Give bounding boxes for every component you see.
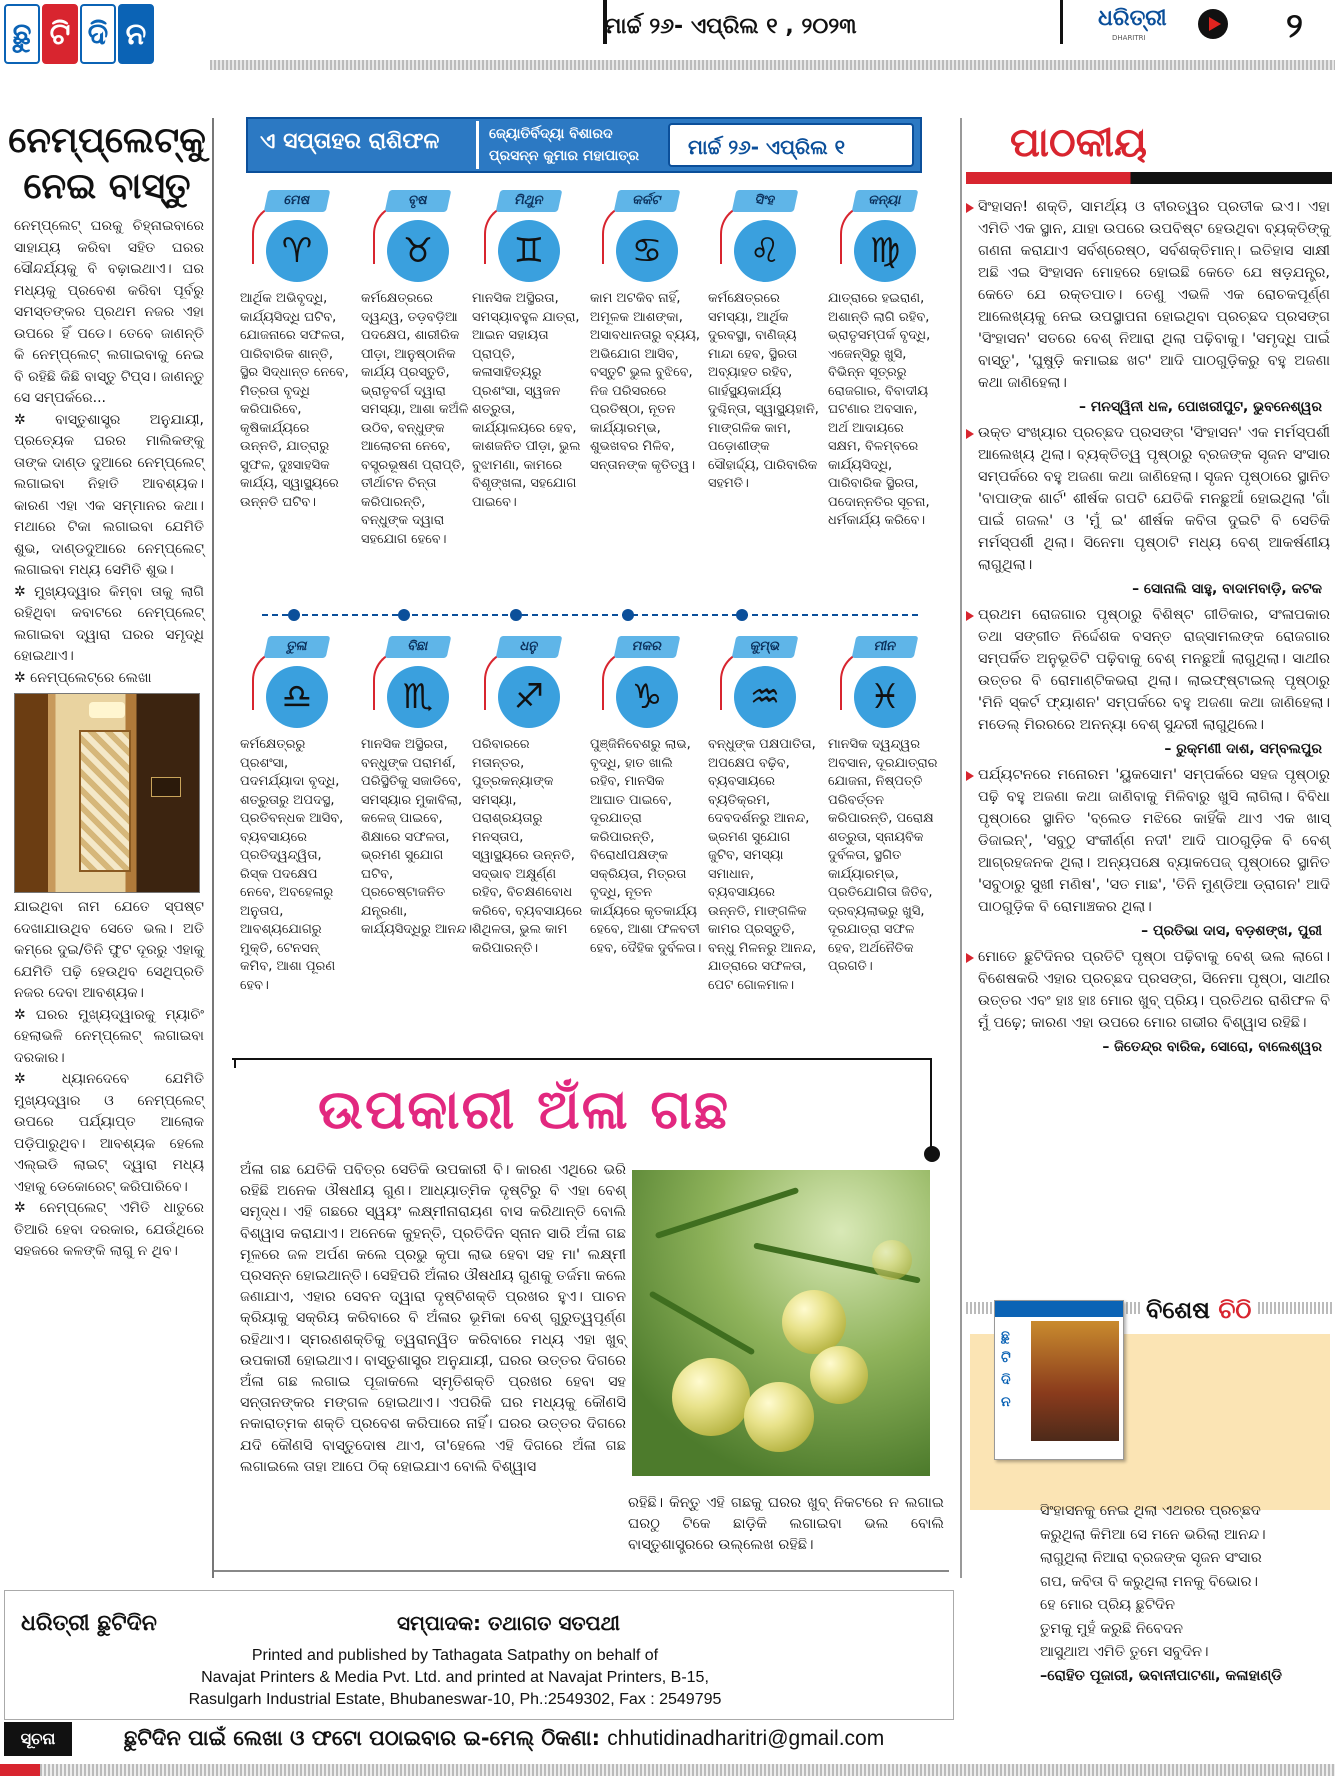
poem-line: ସିଂହାସନକୁ ନେଇ ଥିଲା ଏଥରର ପ୍ରଚ୍ଛଦ <box>1040 1503 1261 1519</box>
issue-date: ମାର୍ଚ୍ଚ ୨୬- ଏପ୍ରିଲ ୧ , ୨୦୨୩ <box>605 14 857 39</box>
cover-image <box>1031 1321 1119 1441</box>
leo-icon: ♌ <box>734 220 796 282</box>
imprint-line: Printed and published by Tathagata Satpathy on behalf of <box>251 1647 659 1664</box>
logo-letter: ଟି <box>42 4 78 64</box>
astrologer-name <box>489 123 639 167</box>
sign-name: ବୃଷ <box>385 190 452 212</box>
aries-icon: ♈ <box>266 220 328 282</box>
section-rule <box>214 1570 949 1572</box>
reader-letter: ପ୍ରଥମ ରୋଜଗାର ପୃଷ୍ଠାରୁ ବିଶିଷ୍ଟ ଗୀତିକାର, ସଂଳାପକାର ତଥା ସଙ୍ଗୀତ ନିର୍ଦ୍ଦେଶକ ବସନ୍ତ ରାଜ୍‌ସାମଲଙ୍କ ରୋଜଗାର ସମ୍ପର୍କିତ ଅନୁଭୂତିଟି ପଢ଼ିବାକୁ ବେଶ୍ ମନଛୁଆଁ ଲାଗୁଥିଲା। ସାଥୀର ଉତ୍ତର ବି ରୋମାଣ୍ଟିକଭରା ଥିଲା। ଲାଇଫ୍‌ଷ୍ଟାଇଲ୍ ପୃଷ୍ଠାରୁ 'ମିନି ସ୍କର୍ଟ ଫ୍ୟାଶନ' ସମ୍ପର୍କରେ ବହୁ ଅଜଣା କଥା ଜାଣିହେଲା। ମଡେଲ୍ ମିରରରେ ଅନନ୍ୟା ବେଶ୍ ସୁନ୍ଦରୀ ଲାଗୁଥିଲେ। <box>966 604 1330 736</box>
separator-dot <box>510 609 522 621</box>
rashifala-date-box <box>668 123 914 167</box>
section-rule <box>232 1058 932 1060</box>
poem-line: ଗପ, କବିତା ବି କରୁଥିଲା ମନକୁ ବିଭୋର। <box>1040 1573 1259 1590</box>
header-rule <box>210 60 1335 70</box>
astrologer-fullname: ପ୍ରସନ୍ନ କୁମାର ମହାପାତ୍ର <box>489 148 639 164</box>
dharitri-brand: ଧରିତ୍ରୀ <box>1098 6 1167 31</box>
bisesh-title-b: ଚିଠି <box>1218 1296 1252 1324</box>
taurus-icon: ♉ <box>387 220 449 282</box>
sagittarius-icon: ♐ <box>498 666 560 728</box>
magazine-cover-thumbnail <box>994 1300 1124 1460</box>
astrologer-box <box>476 121 660 169</box>
column-divider <box>960 118 962 1578</box>
anla-article-body-end: ରହିଛି। କିନ୍ତୁ ଏହି ଗଛକୁ ଘରର ଖୁବ୍ ନିକଟରେ ନ ଲଗାଇ ଘରଠୁ ଟିକେ ଛାଡ଼ିକି ଲଗାଇବା ଭଲ ବୋଲି ବାସ୍ତୁଶାସ୍ତ୍ରରେ ଉଲ୍ଲେଖ ରହିଛି। <box>628 1495 944 1554</box>
publication-name: ଧରିତ୍ରୀ ଛୁଟିଦିନ <box>21 1611 157 1636</box>
astrologer-title: ଜ୍ୟୋତିର୍ବିଦ୍ୟା ବିଶାରଦ <box>489 126 613 142</box>
pathakiya-rule <box>966 172 1332 184</box>
separator-dot <box>398 609 410 621</box>
sign-name: ତୁଳା <box>264 636 331 658</box>
sign-name: ମେଷ <box>264 190 331 212</box>
sign-name: କର୍କଟ <box>614 190 681 212</box>
chhutidina-logo <box>4 4 154 64</box>
cover-logo-letter: ଦି <box>1001 1372 1011 1388</box>
amla-fruit <box>782 1290 846 1354</box>
separator-dot <box>622 609 634 621</box>
notice-label: ସୂଚନା <box>4 1722 72 1756</box>
sign-forecast: କର୍ମକ୍ଷେତ୍ରରୁ ପ୍ରଶଂସା, ପଦମର୍ଯ୍ୟାଦା ବୃଦ୍ଧି, ଶତ୍ରୁତାରୁ ଅପଦସ୍ଥ, ପ୍ରତିବନ୍ଧକ ଆସିବ, ବ୍ୟବସାୟରେ ପ୍ରତିଦ୍ୱନ୍ଦ୍ୱିତା, ରିସ୍କ ପଦକ୍ଷେପ ନେବେ, ଅବହେଳାରୁ ଅନୁତାପ, ଆବଶ୍ୟଯୋଗରୁ ମୁକ୍ତି, ଟେନସନ୍ କମିବ, ଆଶା ପୂରଣ ହେବ। <box>240 737 344 993</box>
rashi-separator <box>262 614 922 616</box>
sign-forecast: ମାନସିକ ଦ୍ୱନ୍ଦ୍ୱର ଅବସାନ, ଦୂରଯାତ୍ରାର ଯୋଜନା, ନିଷ୍ପତ୍ତି ପରିବର୍ତ୍ତନ କରିପାରନ୍ତି, ପରୋକ୍ଷ ଶତ୍ରୁତା, ସ୍ନାୟବିକ ଦୁର୍ବଳତା, ସ୍ଥଗିତ କାର୍ଯ୍ୟାରମ୍ଭ, ପ୍ରତିଯୋଗିତା ଜିତିବ, ଦ୍ରବ୍ୟଲାଭରୁ ଖୁସି, ଦୂରଯାତ୍ରା ସଫଳ ହେବ, ଅର୍ଥନୈତିକ ପ୍ରଗତି। <box>828 737 938 974</box>
bisesh-title-a: ବିଶେଷ <box>1146 1296 1219 1324</box>
article-body: ନେମ୍‌ପ୍ଲେଟ୍ ଘରକୁ ଚିହ୍ନାଇବାରେ ସାହାଯ୍ୟ କରିବା ସହିତ ଘରର ସୌନ୍ଦର୍ଯ୍ୟକୁ ବି ବଢ଼ାଇଥାଏ। ଘର ମଧ୍ୟକୁ ପ୍ରବେଶ କରିବା ପୂର୍ବରୁ ସମସ୍ତଙ୍କର ପ୍ରଥମ ନଜର ଏହା ଉପରେ ହିଁ ପଡେ। ତେବେ ଜାଣନ୍ତି କି ନେମ୍‌ପ୍ଲେଟ୍ ଲଗାଇବାକୁ ନେଇ ବି ରହିଛି କିଛି ବାସ୍ତୁ ଟିପ୍ସ। ଜାଣନ୍ତୁ ସେ ସମ୍ପର୍କରେ... ✲ ବାସ୍ତୁଶାସ୍ତ୍ର ଅନୁଯାୟୀ, ପ୍ରତ୍ୟେକ ଘରର ମାଲିକଙ୍କୁ ତାଙ୍କ ଦାଣ୍ଡ ଦୁଆରେ ନେମ୍‌ପ୍ଲେଟ୍ ଲଗାଇବା ନିହାତି ଆବଶ୍ୟକ। କାରଣ ଏହା ଏକ ସମ୍ମାନର କଥା। ମଥାରେ ଟିକା ଲଗାଇବା ଯେମିତି ଶୁଭ, ଦାଣ୍ଡଦୁଆରେ ନେମ୍‌ପ୍ଲେଟ୍ ଲଗାଇବା ମଧ୍ୟ ସେମିତି ଶୁଭ। ✲ ମୁଖ୍ୟଦ୍ୱାର କିମ୍ବା ତାକୁ ଲାଗି ରହିଥିବା କବାଟରେ ନେମ୍‌ପ୍ଲେଟ୍ ଲଗାଇବା ଦ୍ୱାରା ଘରର ସମୃଦ୍ଧି ହୋଇଥାଏ। ✲ ନେମ୍‌ପ୍ଲେଟ୍‌ରେ ଲେଖା <box>14 218 204 686</box>
sign-forecast: ପରିବାରରେ ମତାନ୍ତର, ପୁତ୍ରକନ୍ୟାଙ୍କ ସମସ୍ୟା, ପରାଶ୍ରୟତାରୁ ମନସ୍ତାପ, ସ୍ୱାସ୍ଥ୍ୟରେ ଉନ୍ନତି, ସଦ୍ଭାବ ଅକ୍ଷୁର୍ଣ୍ଣ ରହିବ, ବିଚକ୍ଷଣବୋଧ କରିବେ, ବ୍ୟବସାୟରେ ଶିଥିଳତା, ଭୁଲ କାମ କରିପାରନ୍ତି। <box>472 737 583 956</box>
amla-fruit <box>872 1240 912 1280</box>
article-body: ଯାଇଥିବା ନାମ ଯେତେ ସ୍ପଷ୍ଟ ଦେଖାଯାଉଥିବ ସେତେ ଭଲ। ଅତି କମ୍‌ରେ ଦୁଇ/ତିନି ଫୁଟ ଦୂରରୁ ଏହାକୁ ଯେମିତି ପଢ଼ି ହେଉଥିବ ସେଥିପ୍ରତି ନଜର ଦେବା ଆବଶ୍ୟକ। ✲ ଘରର ମୁଖ୍ୟଦ୍ୱାରକୁ ମ୍ୟାଚିଂ ହେଲାଭଳି ନେମ୍‌ପ୍ଲେଟ୍ ଲଗାଇବା ଦରକାର। ✲ ଧ୍ୟାନଦେବେ ଯେମିତି ମୁଖ୍ୟଦ୍ୱାର ଓ ନେମ୍‌ପ୍ଲେଟ୍ ଉପରେ ପର୍ଯ୍ୟାପ୍ତ ଆଲୋକ ପଡ଼ିପାରୁଥିବ। ଆବଶ୍ୟକ ହେଲେ ଏଲ୍‌ଇଡି ଲାଇଟ୍ ଦ୍ୱାରା ମଧ୍ୟ ଏହାକୁ ଡେକୋରେଟ୍ କରିପାରିବେ। ✲ ନେମ୍‌ପ୍ଲେଟ୍ ଏମିତି ଧାତୁରେ ତିଆରି ହେବା ଦରକାର, ଯେଉଁଥିରେ ସହଜରେ କଳଙ୍କି ଲାଗୁ ନ ଥିବ। <box>14 899 204 1259</box>
sign-name: ବିଛା <box>385 636 452 658</box>
logo-letter: ନ <box>118 4 154 64</box>
contact-email-link[interactable]: chhutidinadharitri@gmail.com <box>607 1727 885 1750</box>
letter-author: – ରୁକ୍ମଣୀ ଦାଶ, ସମ୍ବଲପୁର <box>1164 741 1322 757</box>
page-bottom-accent <box>0 1764 40 1776</box>
footer-notice <box>4 1722 1332 1756</box>
section-rule <box>234 1058 236 1068</box>
imprint-box <box>4 1590 954 1720</box>
reader-letter: ଉକ୍ତ ସଂଖ୍ୟାର ପ୍ରଚ୍ଛଦ ପ୍ରସଙ୍ଗ 'ସିଂହାସନ' ଏକ ମର୍ମସ୍ପର୍ଶୀ ଆଲେଖ୍ୟ ଥିଲା। ବ୍ୟକ୍ତିତ୍ୱ ପୃଷ୍ଠାରୁ ବ୍ରଜଙ୍କ ସୃଜନ ସଂସାର ସମ୍ପର୍କରେ ବହୁ ଅଜଣା କଥା ଜାଣିହେଲା। ସୃଜନ ପୃଷ୍ଠାରେ ସ୍ଥାନିତ 'ବାପାଙ୍କ ଶାର୍ଟ' ଶୀର୍ଷକ ଗପଟି ଯେତିକି ମନଛୁଆଁ ହୋଇଥିଲା 'ଗାଁ ପାଇଁ ଗଜଲ' ଓ 'ମୁଁ ଇ' ଶୀର୍ଷକ କବିତା ଦୁଇଟି ବି ସେତିକି ମର୍ମସ୍ପର୍ଶୀ ଥିଲା। ସିନେମା ପୃଷ୍ଠାଟି ମଧ୍ୟ ବେଶ୍ ଆକର୍ଷଣୀୟ ଲାଗୁଥିଲା। <box>966 422 1330 576</box>
letter-author: – ମନସ୍ୱିନୀ ଧଳ, ପୋଖରୀପୁଟ, ଭୁବନେଶ୍ୱର <box>1078 399 1322 415</box>
header-divider <box>1060 0 1063 44</box>
amla-fruit <box>744 1382 814 1452</box>
bisesh-chithi-title <box>1140 1296 1257 1324</box>
poem-line: ହେ ମୋର ପ୍ରିୟ ଛୁଟିଦିନ <box>1040 1597 1175 1613</box>
anla-article-body: ଅଁଳା ଗଛ ଯେତିକି ପବିତ୍ର ସେତିକି ଉପକାରୀ ବି। କାରଣ ଏଥିରେ ଭରି ରହିଛି ଅନେକ ଔଷଧୀୟ ଗୁଣ। ଆଧ୍ୟାତ୍ମିକ ଦୃଷ୍ଟିରୁ ବି ଏହା ବେଶ୍ ସମୃଦ୍ଧ। ଏହି ଗଛରେ ସ୍ୱୟଂ ଲକ୍ଷ୍ମୀନାରାୟଣ ବାସ କରିଥାନ୍ତି ବୋଲି ବିଶ୍ୱାସ କରାଯାଏ। ଅନେକେ କୁହନ୍ତି, ପ୍ରତିଦିନ ସ୍ନାନ ସାରି ଅଁଳା ଗଛ ମୂଳରେ ଜଳ ଅର୍ପଣ କଲେ ପ୍ରଭୁ କୃପା ଲାଭ ହେବା ସହ ମା' ଲକ୍ଷ୍ମୀ ପ୍ରସନ୍ନ ହୋଇଥାନ୍ତି। ସେହିପରି ଅଁଳାର ଔଷଧୀୟ ଗୁଣକୁ ତର୍ଜମା କଲେ ଜଣାଯାଏ, ଏହାର ସେବନ ଦ୍ୱାରା ଦୃଷ୍ଟିଶକ୍ତି ପ୍ରଖର ହୁଏ। ପାଚନ କ୍ରିୟାକୁ ସକ୍ରିୟ କରିବାରେ ବି ଅଁଳାର ଭୂମିକା ବେଶ୍ ଗୁରୁତ୍ୱପୂର୍ଣ୍ଣ ରହିଥାଏ। ସ୍ମରଣଶକ୍ତିକୁ ତ୍ୱରାନ୍ୱିତ କରିବାରେ ମଧ୍ୟ ଏହା ଖୁବ୍ ଉପକାରୀ ହୋଇଥାଏ। ବାସ୍ତୁଶାସ୍ତ୍ର ଅନୁଯାୟୀ, ଘରର ଉତ୍ତର ଦିଗରେ ଅଁଳା ଗଛ ଲଗାଇ ପୂଜାକଲେ ସ୍ମୃତିଶକ୍ତି ପ୍ରଖର ହେବା ସହ ସନ୍ତାନଙ୍କର ମଙ୍ଗଳ ହୋଇଥାଏ। ଏପରିକି ଘର ମଧ୍ୟକୁ କୌଣସି ନକାରାତ୍ମକ ଶକ୍ତି ପ୍ରବେଶ କରିପାରେ ନାହିଁ। ଘରର ଉତ୍ତର ଦିଗରେ ଯଦି କୌଣସି ବାସ୍ତୁଦୋଷ ଥାଏ, ତା'ହେଲେ ଏହି ଦିଗରେ ଅଁଳା ଗଛ ଲଗାଇଲେ ତାହା ଆପେ ଠିକ୍ ହୋଇଯାଏ ବୋଲି ବିଶ୍ୱାସ <box>240 1162 626 1475</box>
amla-fruit <box>810 1346 868 1404</box>
poem-line: ତୁମକୁ ମୁହଁ କରୁଛି ନିବେଦନ <box>1040 1620 1184 1637</box>
logo-letter: ଛୁ <box>4 4 40 64</box>
nameplate-door-photo <box>14 693 200 893</box>
libra-icon: ♎ <box>266 666 328 728</box>
aquarius-icon: ♒ <box>734 666 796 728</box>
bullet-dot-icon <box>924 1146 940 1162</box>
notice-text <box>124 1726 884 1751</box>
sign-forecast: ଯାତ୍ରାରେ ହଇରାଣ, ଅଶାନ୍ତି ଲାଗି ରହିବ, ଭ୍ରାତୃସମ୍ପର୍କ ବୃଦ୍ଧି, ଏଜେନ୍ସିରୁ ଖୁସି, ବିଭିନ୍ନ ସୂତ୍ରରୁ ରୋଜଗାର, ବିବାଦୀୟ ଘଟଣାର ଅବସାନ, ଅର୍ଥ ଆଦାୟରେ ସକ୍ଷମ, ବିଳମ୍ବରେ କାର୍ଯ୍ୟସିଦ୍ଧି, ପାରିବାରିକ ସ୍ଥିରତା, ପଦୋନ୍ନତିର ସୂଚନା, ଧର୍ମକାର୍ଯ୍ୟ କରିବେ। <box>828 291 931 528</box>
sign-forecast: ଆର୍ଥିକ ଅଭିବୃଦ୍ଧି, କାର୍ଯ୍ୟସିଦ୍ଧି ଘଟିବ, ଯୋଜନାରେ ସଫଳତା, ପାରିବାରିକ ଶାନ୍ତି, ସ୍ଥିର ସିଦ୍ଧାନ୍ତ ନେବେ, ମିତ୍ରତା ବୃଦ୍ଧି କରିପାରିବେ, କୃଷିକାର୍ଯ୍ୟରେ ଉନ୍ନତି, ଯାତ୍ରାରୁ ସୁଫଳ, ଦୁଃସାହସିକ କାର୍ଯ୍ୟ, ସ୍ୱାସ୍ଥ୍ୟରେ ଉନ୍ନତି ଘଟିବ। <box>240 291 349 510</box>
leaf <box>655 1187 800 1239</box>
cancer-icon: ♋ <box>616 220 678 282</box>
page-number: ୨ <box>1286 6 1303 46</box>
sign-name: ସିଂହ <box>732 190 799 212</box>
sign-forecast: ପୁଞ୍ଜିନିବେଶରୁ ଲାଭ, ବୃଦ୍ଧି, ହାତ ଖାଲି ରହିବ, ମାନସିକ ଆଘାତ ପାଇବେ, ଦୂରଯାତ୍ରା କରିପାରନ୍ତି, ବିରୋଧୀପକ୍ଷଙ୍କ ସକ୍ରିୟତା, ମିତ୍ରତା ବୃଦ୍ଧି, ନୂତନ କାର୍ଯ୍ୟରେ କୃତକାର୍ଯ୍ୟ ହେବେ, ଆଶା ଫଳବତୀ ହେବ, ଦୈହିକ ଦୁର୍ବଳତା। <box>590 737 702 956</box>
poem-line: ଆସୁଥାଅ ଏମିତି ତୁମେ ସବୁଦିନ। <box>1040 1644 1209 1660</box>
poem-author: –ରୋହିତ ପୂଜାରୀ, ଭବାନୀପାଟଣା, କଳାହାଣ୍ଡି <box>1040 1667 1283 1684</box>
pathakiya-title: ପାଠକୀୟ <box>1010 120 1147 166</box>
amla-fruit <box>672 1358 750 1436</box>
rashifala-date: ମାର୍ଚ୍ଚ ୨୬- ଏପ୍ରିଲ ୧ <box>688 135 845 159</box>
sign-forecast: କର୍ମକ୍ଷେତ୍ରରେ ଦ୍ୱନ୍ଦ୍ୱ, ତଡ଼ବଡ଼ିଆ ପଦକ୍ଷେପ, ଶାରୀରିକ ପୀଡ଼ା, ଆନୁଷ୍ଠାନିକ କାର୍ଯ୍ୟ ପ୍ରସ୍ତୁତି, ଭ୍ରାତୃବର୍ଗ ଦ୍ୱାରା ସମସ୍ୟା, ଆଶା କଅଁଳି ଉଠିବ, ବନ୍ଧୁଙ୍କ ଆଲୋଚନା ନେବେ, ବସ୍ତ୍ରଭୂଷଣ ପ୍ରାପ୍ତି, ତୀର୍ଥାଟନ ଚିନ୍ତା କରିପାରନ୍ତି, ବନ୍ଧୁଙ୍କ ଦ୍ୱାରା ସହଯୋଗ ହେବେ। <box>361 291 469 547</box>
logo-letter: ଦି <box>80 4 116 64</box>
ceiling-lamp <box>89 702 126 718</box>
amla-fruit-photo <box>632 1170 930 1476</box>
bisesh-poem <box>1040 1500 1330 1688</box>
sign-name: କନ୍ୟା <box>852 190 919 212</box>
poem-line: କରୁଥିଲା କିମିଆ ସେ ମନେ ଭରିଲା ଆନନ୍ଦ। <box>1040 1526 1266 1543</box>
reader-letter: ସିଂହାସନ! ଶକ୍ତି, ସାମର୍ଥ୍ୟ ଓ ବୀରତ୍ୱର ପ୍ରତୀକ ଇଏ। ଏହା ଏମିତି ଏକ ସ୍ଥାନ, ଯାହା ଉପରେ ଉପବିଷ୍ଟ ହେଉଥିବା ବ୍ୟକ୍ତିଙ୍କୁ ଗଣନା କରାଯାଏ ସର୍ବଶ୍ରେଷ୍ଠ, ସର୍ବଶକ୍ତିମାନ୍। ଇତିହାସ ସାକ୍ଷୀ ଅଛି ଏଇ ସିଂହାସନ ମୋହରେ ହୋଇଛି କେତେ ଯେ ଷଡ଼ଯନ୍ତ୍ର, କେତେ ଯେ ରକ୍ତପାତ। ତେଣୁ ଏଭଳି ଏକ ରୋଚକପୂର୍ଣ୍ଣ ଆଲେଖ୍ୟକୁ ନେଇ ଉପସ୍ଥାପନା ହୋଇଥିବା ପ୍ରଚ୍ଛଦ ପ୍ରସଙ୍ଗ 'ସିଂହାସନ' ସତରେ ବେଶ୍ ନିଆରା ଥିଲା ପଢ଼ିବାକୁ। 'ସମୃଦ୍ଧି ପାଇଁ ବାସ୍ତୁ', 'ଘୁଷୁଡ଼ି କମାଇଛ ଖଟ' ଆଦି ପାଠଗୁଡ଼ିକରୁ ବହୁ ଅଜଣା କଥା ଜାଣିହେଲା। <box>966 196 1330 394</box>
sign-forecast: କାମ ଅଟକିବ ନାହିଁ, ଅମୂଳକ ଆଶଙ୍କା, ଅସାବଧାନତାରୁ ବ୍ୟୟ, ଅଭିଯୋଗ ଆସିବ, ବସ୍ତୁଟି ଭୁଲ ବୁଝିବେ, ନିଜ ପରିସରରେ ପ୍ରତିଷ୍ଠା, ନୂତନ କାର୍ଯ୍ୟାରମ୍ଭ, ଶୁଭଖବର ମିଳିବ, ସନ୍ତାନଙ୍କ କୃତିତ୍ୱ। <box>590 291 701 473</box>
notice-text-body: ଛୁଟିଦିନ ପାଇଁ ଲେଖା ଓ ଫଟୋ ପଠାଇବାର ଇ-ମେଲ୍ ଠିକଣା: <box>124 1726 608 1750</box>
reader-letters <box>966 196 1330 1062</box>
scorpio-icon: ♏ <box>387 666 449 728</box>
imprint-line: Navajat Printers & Media Pvt. Ltd. and printed at Navajat Printers, B-15, <box>201 1669 709 1686</box>
sign-forecast: ମାନସିକ ଅସ୍ଥିରତା, ବନ୍ଧୁଙ୍କ ପରାମର୍ଶ, ପରିସ୍ଥିତିକୁ ସଜାଡିବେ, ସମସ୍ୟାର ମୁକାବିଲା, କଳେଜ୍ ପାଇବେ, ଶିକ୍ଷାରେ ସଫଳତା, ଭ୍ରମଣ ସୁଯୋଗ ଘଟିବ, ପ୍ରଚେଷ୍ଟାଜନିତ ଯନ୍ତ୍ରଣା, କାର୍ଯ୍ୟସିଦ୍ଧିରୁ ଆନନ୍ଦ। <box>361 737 473 937</box>
pisces-icon: ♓ <box>854 666 916 728</box>
anla-article-title: ଉପକାରୀ ଅଁଳା ଗଛ <box>318 1078 731 1141</box>
nameplate-vastu-article <box>4 118 210 1574</box>
sign-name: ମକର <box>614 636 681 658</box>
capricorn-icon: ♑ <box>616 666 678 728</box>
dharitri-brand-sub: DHARITRI <box>1112 34 1146 42</box>
cover-logo-letter: ଟି <box>1001 1350 1011 1366</box>
letter-author: – ପ୍ରତିଭା ଦାସ, ବଡ଼ଶଙ୍ଖ, ପୁରୀ <box>1141 923 1322 939</box>
article-title: ନେମ୍‌ପ୍ଲେଟ୍‌କୁ <box>8 120 206 161</box>
section-rule <box>930 1058 932 1154</box>
sign-forecast: କର୍ମକ୍ଷେତ୍ରରେ ସମସ୍ୟା, ଆର୍ଥିକ ଦୁରବସ୍ଥା, ବାଣିଜ୍ୟ ମାନ୍ଦା ହେବ, ସ୍ଥିରତା ଅବ୍ୟାହତ ରହିବ, ଗାର୍ହସ୍ଥ୍ୟକାର୍ଯ୍ୟ ଦୁଶ୍ଚିନ୍ତା, ସ୍ୱାସ୍ଥ୍ୟହାନି, ମାଙ୍ଗଳିକ କାମ, ପଡ଼ୋଶୀଙ୍କ ସୌହାର୍ଦ୍ଦ୍ୟ, ପାରିବାରିକ ସହମତି। <box>708 291 819 491</box>
virgo-icon: ♍ <box>854 220 916 282</box>
imprint-line: Rasulgarh Industrial Estate, Bhubaneswar-10, Ph.:2549302, Fax : 2549795 <box>188 1691 722 1708</box>
masthead <box>0 0 1335 66</box>
sign-name: ମୀନ <box>852 636 919 658</box>
letter-author: – ସୋନାଲି ସାହୁ, ବାଦାମବାଡ଼ି, କଟକ <box>1132 581 1322 597</box>
cover-logo-letter: ଛୁ <box>1001 1328 1010 1344</box>
play-icon <box>1198 9 1228 39</box>
nameplate <box>151 777 180 797</box>
cover-logo-letter: ନ <box>1001 1394 1011 1410</box>
rashifala-title: ଏ ସପ୍ତାହର ରାଶିଫଳ <box>260 129 440 154</box>
carved-door <box>79 730 131 873</box>
letter-author: – ଜିତେନ୍ଦ୍ର ବାରିକ, ସୋରୋ, ବାଲେଶ୍ୱର <box>1102 1039 1322 1055</box>
sign-forecast: ବନ୍ଧୁଙ୍କ ପକ୍ଷପାତିତା, ଅପକ୍ଷେପ ବଢ଼ିବ, ବ୍ୟବସାୟରେ ବ୍ୟତିକ୍ରମ, ଦେବଦର୍ଶନରୁ ଆନନ୍ଦ, ଭ୍ରମଣ ସୁଯୋଗ ଜୁଟିବ, ସମସ୍ୟା ସମାଧାନ, ବ୍ୟବସାୟରେ ଉନ୍ନତି, ମାଙ୍ଗଳିକ କାମର ପ୍ରସ୍ତୁତି, ବନ୍ଧୁ ମିଳନରୁ ଆନନ୍ଦ, ଯାତ୍ରାରେ ସଫଳତା, ପେଟ ଗୋଳମାଳ। <box>708 737 817 993</box>
separator-dot <box>736 609 748 621</box>
reader-letter: ମୋତେ ଛୁଟିଦିନର ପ୍ରତିଟି ପୃଷ୍ଠା ପଢ଼ିବାକୁ ବେଶ୍ ଭଲ ଲାଗେ। ବିଶେଷକରି ଏହାର ପ୍ରଚ୍ଛଦ ପ୍ରସଙ୍ଗ, ସିନେମା ପୃଷ୍ଠା, ସାଥୀର ଉତ୍ତର ଏବଂ ହାଃ ହାଃ ମୋର ଖୁବ୍ ପ୍ରିୟ। ପ୍ରତିଥର ରାଶିଫଳ ବି ମୁଁ ପଢ଼େ; କାରଣ ଏହା ଉପରେ ମୋର ଗଭୀର ବିଶ୍ୱାସ ରହିଛି। <box>966 946 1330 1034</box>
rashifala-header <box>246 117 922 173</box>
cover-band <box>995 1301 1123 1317</box>
column-divider <box>212 118 214 1578</box>
sign-name: ମିଥୁନ <box>496 190 563 212</box>
editor-name: ସମ୍ପାଦକ: ତଥାଗତ ସତପଥୀ <box>397 1611 620 1635</box>
cover-logo <box>1001 1325 1025 1413</box>
poem-line: ଲାଗୁଥିଲା ନିଆରା ବ୍ରଜଙ୍କ ସୃଜନ ସଂସାର <box>1040 1550 1262 1566</box>
leaf <box>649 1290 756 1355</box>
reader-letter: ପର୍ଯ୍ୟଟନରେ ମନୋରମ 'ୟୁକସୋମ' ସମ୍ପର୍କରେ ସହଜ ପୃଷ୍ଠାରୁ ପଢ଼ି ବହୁ ଅଜଣା କଥା ଜାଣିବାକୁ ମିଳିବାରୁ ଖୁସି ଲାଗିଲା। ବିବିଧା ପୃଷ୍ଠାରେ ସ୍ଥାନିତ 'ବ୍ଲେଡ ମଝିରେ କାହିଁକି ଥାଏ ଏକ ଖାସ୍ ଡିଜାଇନ୍', 'ସବୁଠୁ ସଂକୀର୍ଣ୍ଣ ନଦୀ' ଆଦି ପାଠଗୁଡ଼ିକ ବି ବେଶ୍ ଆଗ୍ରହଜନକ ଥିଲା। ଅନ୍ୟପକ୍ଷେ ବ୍ୟାକପେଜ୍ ପୃଷ୍ଠାରେ ସ୍ଥାନିତ 'ସବୁଠାରୁ ସୁଖୀ ମଣିଷ', 'ସତ ମାଛ', 'ତିନି ମୁଣ୍ଡିଆ ଡ୍ରାଗନ' ଆଦି ପାଠଗୁଡ଼ିକ ବି ରୋମାଞ୍ଚକର ଥିଲା। <box>966 764 1330 918</box>
article-title: ନେଇ ବାସ୍ତୁ <box>23 166 191 207</box>
page-bottom-rule <box>0 1764 1335 1776</box>
sign-name: କୁମ୍ଭ <box>732 636 799 658</box>
separator-dot <box>288 609 300 621</box>
sign-name: ଧନୁ <box>496 636 563 658</box>
imprint-text <box>145 1645 765 1711</box>
sign-forecast: ମାନସିକ ଅସ୍ଥିରତା, ସମସ୍ୟାବହୁଳ ଯାତ୍ରା, ଆଇନ ସହାୟତା ପ୍ରାପ୍ତି, କଳାସାହିତ୍ୟରୁ ପ୍ରଶଂସା, ସ୍ୱଜନ ଶତ୍ରୁତା, କାର୍ଯ୍ୟାଳୟରେ ହେବ, କାଶଜନିତ ପୀଡ଼ା, ଭୁଲ ବୁଝାମଣା, କାମରେ ବିଶୃଙ୍ଖଳା, ସହଯୋଗ ପାଇବେ। <box>472 291 581 510</box>
gemini-icon: ♊ <box>498 220 560 282</box>
